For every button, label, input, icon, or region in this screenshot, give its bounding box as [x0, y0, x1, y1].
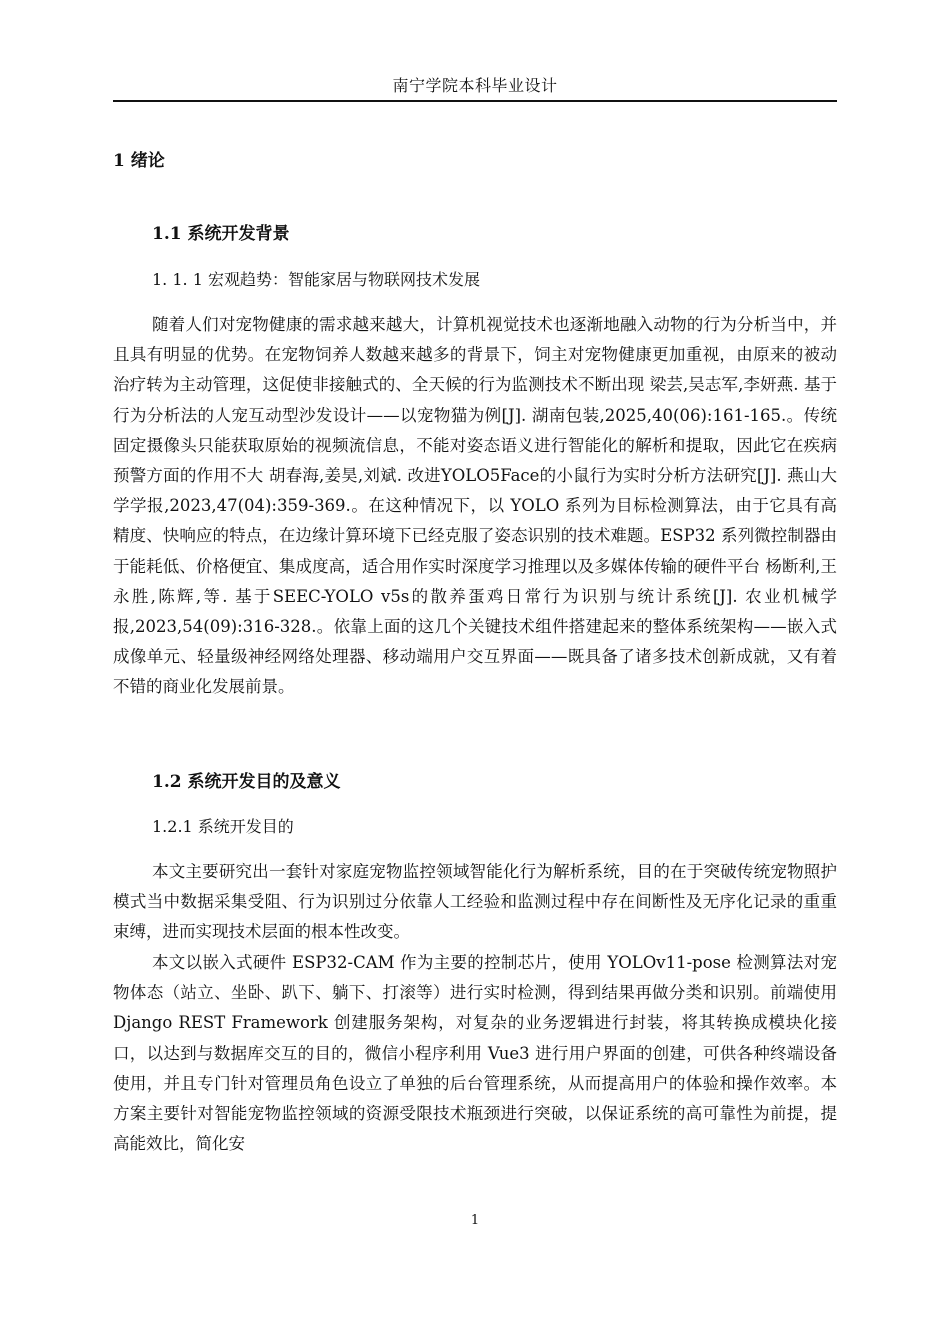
body-paragraph-purpose: 本文主要研究出一套针对家庭宠物监控领域智能化行为解析系统，目的在于突破传统宠物照护模式当中数据采集受阻、行为识别过分依靠人工经验和监测过程中存在间断性及无序化记录的重重束缚，进而实现技术层面的根本性改变。 — [113, 862, 837, 942]
body-paragraph-method: 本文以嵌入式硬件 ESP32-CAM 作为主要的控制芯片，使用 YOLOv11-pose 检测算法对宠物体态（站立、坐卧、趴下、躺下、打滚等）进行实时检测，得到结果再做分类和识别。前端使用 Django REST Framework 创建服务架构，对复杂的业务逻辑进行封装，将其转换成模块化接口，以达到与数据库交互的目的，微信小程序利用 Vue3 进行用户界面的创建，可供各种终端设备使用，并且专门针对管理员角色设立了单独的后台管理系统，从而提高用户的体验和操作效率。本方案主要针对智能宠物监控领域的资源受限技术瓶颈进行突破，以保证系统的高可靠性为前提，提高能效比，简化安 — [113, 953, 837, 1154]
section-heading-1-1: 1.1 系统开发背景 — [152, 224, 290, 244]
subsection-heading-1-1-1: 1. 1. 1 宏观趋势：智能家居与物联网技术发展 — [152, 270, 480, 289]
section-heading-1-2: 1.2 系统开发目的及意义 — [152, 772, 341, 792]
running-header: 南宁学院本科毕业设计 — [392, 76, 558, 95]
header-divider — [113, 100, 837, 102]
chapter-heading: 1 绪论 — [113, 151, 165, 171]
page-number: 1 — [470, 1213, 480, 1228]
subsection-heading-1-2-1: 1.2.1 系统开发目的 — [152, 817, 294, 836]
body-paragraph-background: 随着人们对宠物健康的需求越来越大，计算机视觉技术也逐渐地融入动物的行为分析当中，并且具有明显的优势。在宠物饲养人数越来越多的背景下，饲主对宠物健康更加重视，由原来的被动治疗转为主动管理，这促使非接触式的、全天候的行为监测技术不断出现 梁芸,吴志军,李妍燕. 基于行为分析法的人宠互动型沙发设计——以宠物猫为例[J]. 湖南包装,2025,40(06):161-165.。传统固定摄像头只能获取原始的视频流信息，不能对姿态语义进行智能化的解析和提取，因此它在疾病预警方面的作用不大 胡春海,姜昊,刘斌. 改进YOLO5Face的小鼠行为实时分析方法研究[J]. 燕山大学学报,2023,47(04):359-369.。在这种情况下，以 YOLO 系列为目标检测算法，由于它具有高精度、快响应的特点，在边缘计算环境下已经克服了姿态识别的技术难题。ESP32 系列微控制器由于能耗低、价格便宜、集成度高，适合用作实时深度学习推理以及多媒体传输的硬件平台 杨断利,王永胜,陈辉,等. 基于SEEC-YOLO v5s的散养蛋鸡日常行为识别与统计系统[J]. 农业机械学报,2023,54(09):316-328.。依靠上面的这几个关键技术组件搭建起来的整体系统架构——嵌入式成像单元、轻量级神经网络处理器、移动端用户交互界面——既具备了诸多技术创新成就，又有着不错的商业化发展前景。 — [113, 315, 837, 697]
